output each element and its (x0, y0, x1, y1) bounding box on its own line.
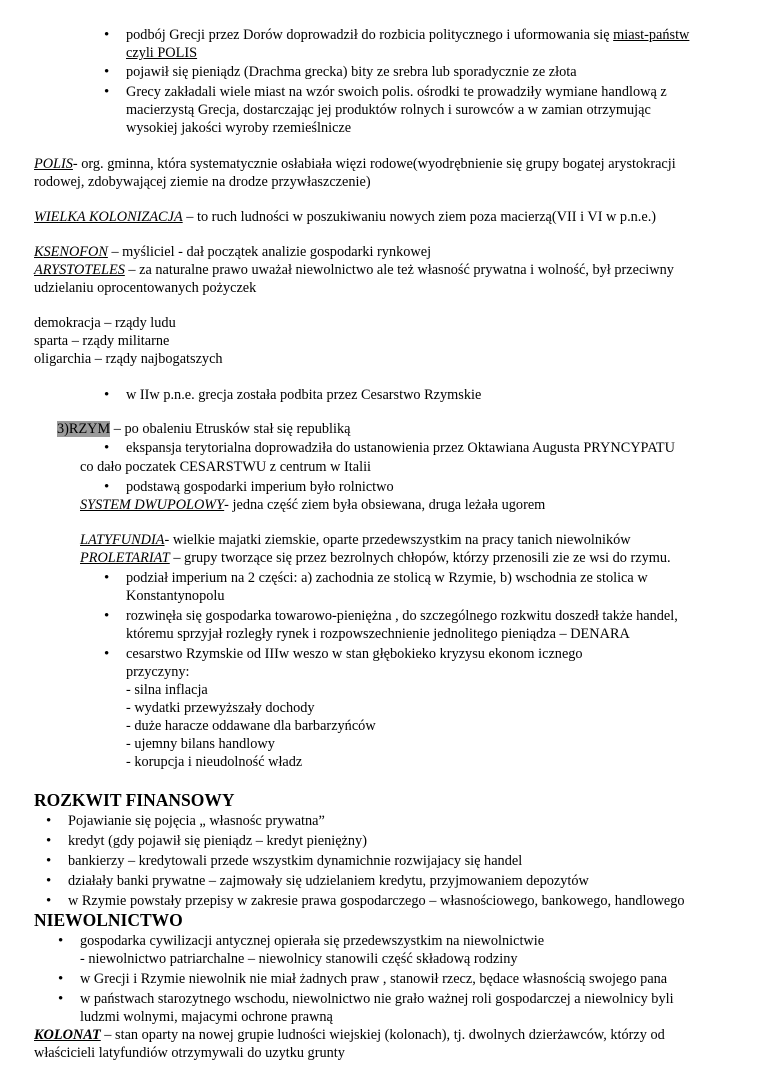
causes-title: przyczyny: (126, 664, 190, 680)
section-heading-niewolnictwo: NIEWOLNICTWO (34, 910, 183, 930)
list-item: • cesarstwo Rzymskie od IIIw weszo w stan głębokieko kryzysu ekonom icznego (126, 645, 583, 663)
list-item-continuation: - niewolnictwo patriarchalne – niewolnicy stanowili część składową rodziny (80, 951, 518, 967)
list-item: • w IIw p.n.e. grecja została podbita przez Cesarstwo Rzymskie (126, 386, 481, 404)
definition-polis-continuation: rodowej, zdobywającej ziemie na drodze przywłaszczenie) (34, 174, 371, 190)
definition-latyfundia: LATYFUNDIA- wielkie majatki ziemskie, oparte przedewszystkim na pracy tanich niewolników (80, 532, 631, 548)
definition-sparta: sparta – rządy militarne (34, 333, 170, 349)
list-item: • rozwinęła się gospodarka towarowo-pieniężna , do szczególnego rozkwitu doszedł także handel, (126, 607, 678, 625)
definition-ksenofon: KSENOFON – myśliciel - dał początek analizie gospodarki rynkowej (34, 244, 432, 260)
list-item: • podstawą gospodarki imperium było rolnictwo (126, 478, 394, 496)
list-item: • pojawił się pieniądz (Drachma grecka) bity ze srebra lub sporadycznie ze złota (126, 63, 577, 81)
definition-kolonat: KOLONAT – stan oparty na nowej grupie ludności wiejskiej (kolonach), tj. dwolnych dzierżawców, którzy od (34, 1027, 665, 1043)
cause-item: - ujemny bilans handlowy (126, 736, 275, 752)
list-item: • podbój Grecji przez Dorów doprowadził do rozbicia politycznego i uformowania się miast-państw (126, 26, 689, 44)
definition-arystoteles: ARYSTOTELES – za naturalne prawo uważał niewolnictwo ale też własność prywatna i wolność, był przeciwny (34, 262, 674, 278)
cause-item: - silna inflacja (126, 682, 208, 698)
list-item: • w Rzymie powstały przepisy w zakresie prawa gospodarczego – własnościowego, bankowego, handlowego (68, 892, 685, 910)
list-item-continuation[interactable]: czyli POLIS (126, 45, 198, 61)
list-item: • gospodarka cywilizacji antycznej opierała się przedewszystkim na niewolnictwie (80, 932, 544, 950)
definition-kolonizacja: WIELKA KOLONIZACJA – to ruch ludności w poszukiwaniu nowych ziem poza macierzą(VII i VI w p.n.e.) (34, 209, 657, 225)
section-heading-rzym: 3)RZYM – po obaleniu Etrusków stał się republiką (57, 421, 351, 437)
list-item: • działały banki prywatne – zajmowały się udzielaniem kredytu, przyjmowaniem depozytów (68, 872, 589, 890)
list-item-continuation: Konstantynopolu (126, 588, 225, 604)
list-item-continuation: któremu sprzyjał rozległy rynek i rozpowszechnienie jednolitego pieniądza – DENARA (126, 626, 630, 642)
list-item-continuation: ludzmi wolnymi, majacymi ochrone prawną (80, 1009, 333, 1025)
list-item: • podział imperium na 2 części: a) zachodnia ze stolicą w Rzymie, b) wschodnia ze stolica w (126, 569, 648, 587)
definition-kolonat-continuation: właścicieli latyfundiów otrzymywali do uzytku grunty (34, 1045, 345, 1061)
cause-item: - korupcja i nieudolność władz (126, 754, 303, 770)
definition-oligarchia: oligarchia – rządy najbogatszych (34, 351, 223, 367)
list-item: • kredyt (gdy pojawił się pieniądz – kredyt pieniężny) (68, 832, 367, 850)
cause-item: - duże haracze oddawane dla barbarzyńców (126, 718, 376, 734)
list-item: • w Grecji i Rzymie niewolnik nie miał żadnych praw , stanowił rzecz, będace własnością swojego pana (80, 970, 667, 988)
section-heading-rozkwit: ROZKWIT FINANSOWY (34, 790, 235, 810)
definition-polis: POLIS- org. gminna, która systematycznie osłabiała więzi rodowe(wyodrębnienie się grupy bogatej arystokracji (34, 156, 676, 172)
polis-link[interactable]: miast-państw (613, 27, 690, 43)
list-item-continuation: macierzystą Grecja, dostarczając jej produktów rolnych i surowców a w zamian otrzymując (126, 102, 651, 118)
definition-system-dwupolowy: SYSTEM DWUPOLOWY- jedna część ziem była obsiewana, druga leżała ugorem (80, 497, 546, 513)
definition-proletariat: PROLETARIAT – grupy tworzące się przez bezrolnych chłopów, którzy przenosili zie ze wsi do rzymu. (80, 550, 671, 566)
list-item: • Grecy zakładali wiele miast na wzór swoich polis. ośrodki te prowadziły wymiane handlową z (126, 83, 667, 101)
cause-item: - wydatki przewyższały dochody (126, 700, 315, 716)
list-item: • Pojawianie się pojęcia „ własnośc prywatna” (68, 812, 325, 830)
list-item-continuation: co dało poczatek CESARSTWU z centrum w Italii (80, 459, 372, 475)
list-item-continuation: wysokiej jakości wyroby rzemieślnicze (126, 120, 352, 136)
definition-arystoteles-continuation: udzielaniu oprocentowanych pożyczek (34, 280, 257, 296)
list-item: • ekspansja terytorialna doprowadziła do ustanowienia przez Oktawiana Augusta PRYNCYPATU (126, 439, 675, 457)
definition-demokracja: demokracja – rządy ludu (34, 315, 176, 331)
list-item: • w państwach starozytnego wschodu, niewolnictwo nie grało ważnej roli gospodarczej a niewolnicy byli (80, 990, 674, 1008)
list-item: • bankierzy – kredytowali przede wszystkim dynamichnie rozwijajacy się handel (68, 852, 522, 870)
